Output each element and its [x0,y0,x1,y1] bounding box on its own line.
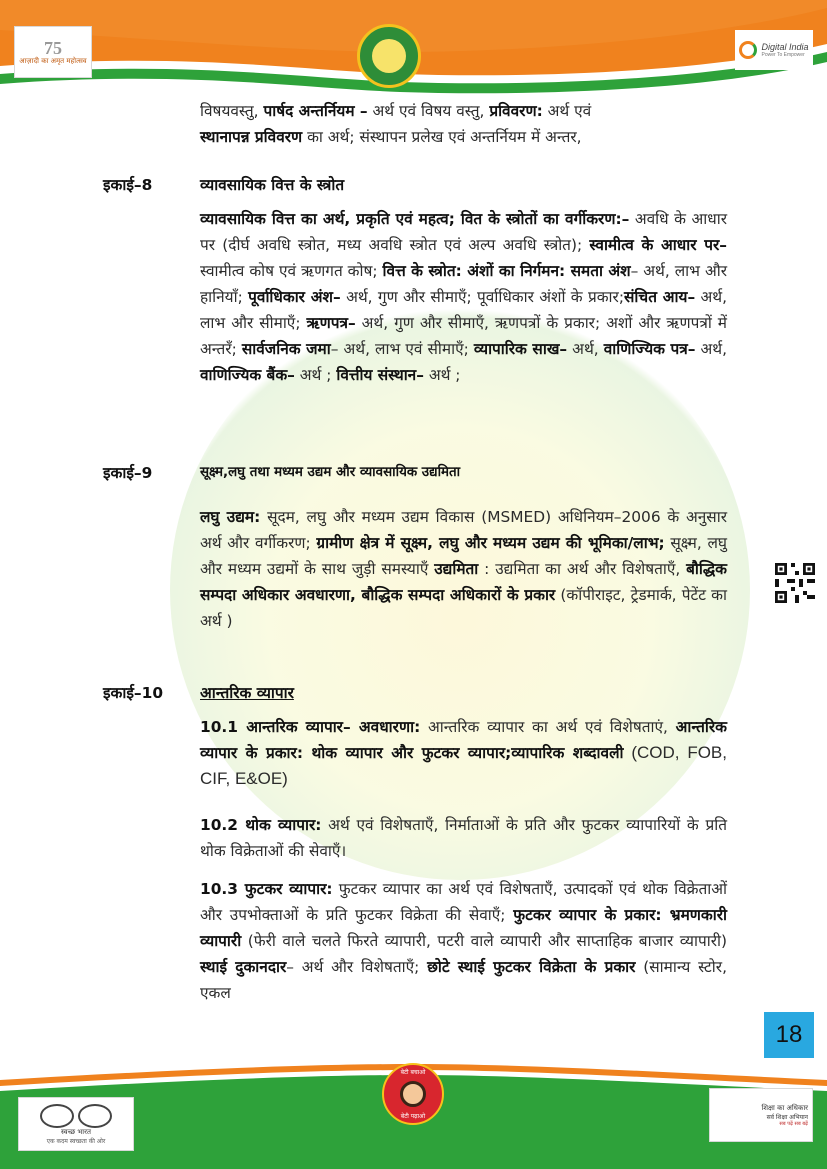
intro-paragraph: विषयवस्तु, पार्षद अन्तर्नियम – अर्थ एवं विषय वस्तु, प्रविवरण: अर्थ एवं स्थानापन्न प्रविवरण का अर्थ; संस्थापन प्रलेख एवं अन्तर्नियम में अन्तर, [200,102,592,146]
qr-code-icon[interactable] [775,563,815,603]
swachh-bharat-logo [18,1097,134,1151]
unit-10-2-paragraph: 10.2 थोक व्यापार: अर्थ एवं विशेषताएँ, निर्माताओं के प्रति और फुटकर व्यापारियों के प्रति थोक विक्रेताओं की सेवाएँ। [200,816,727,860]
unit-8-title: व्यावसायिक वित्त के स्त्रोत [200,176,345,194]
unit-10-1-paragraph: 10.1 आन्तरिक व्यापार– अवधारणा: आन्तरिक व्यापार का अर्थ एवं विशेषताएं, आन्तरिक व्यापार के प्रकार: थोक व्यापार और फुटकर व्यापार;व्यापारिक शब्दावली (COD, FOB, CIF, E&OE) [200,718,727,788]
sarva-shiksha-text: सर्व शिक्षा अभियान [766,1113,808,1121]
board-emblem [357,24,421,88]
unit-10-label: इकाई–10 [103,684,164,702]
unit-8-label: इकाई–8 [103,176,153,194]
shiksha-text: शिक्षा का अधिकार [761,1103,808,1112]
digital-india-logo [735,30,813,70]
girl-face-icon [400,1081,426,1107]
beti-padhao-text: बेटी पढ़ाओ [400,1113,426,1120]
unit-9-label: इकाई–9 [103,464,153,482]
digital-india-sub: Power To Empower [761,52,805,58]
shiksha-ka-adhikar-logo [709,1088,813,1142]
sarva-shiksha-tag: सब पढ़ें सब बढ़ें [779,1120,808,1127]
azadi-ka-amrit-mahotsav-logo: 75 आज़ादी का अमृत महोत्सव [14,26,92,78]
page-number-badge: 18 [764,1012,814,1058]
digital-india-icon [739,41,757,59]
unit-8-body: व्यावसायिक वित्त का अर्थ, प्रकृति एवं महत्व; वित के स्त्रोतों का वर्गीकरण:– अवधि के आधार पर (दीर्घ अवधि स्त्रोत, मध्य अवधि स्त्रोत एवं अल्प अवधि स्त्रोत); स्वामीत्व के आधार पर– स्वामीत्व कोष एवं ऋणगत कोष; वित्त के स्त्रोत: अंशों का निर्गमन: समता अंश– अर्थ, लाभ और हानियाँ; पूर्वाधिकार अंश– अर्थ, गुण और सीमाएँ; पूर्वाधिकार अंशों के प्रकार;संचित आय– अर्थ, लाभ और सीमाएँ; ऋणपत्र– अर्थ, गुण और सीमाएँ, ऋणपत्रों के प्रकार; अशों और ऋणपत्रों में अन्तरँ; सार्वजनिक जमा– अर्थ, लाभ एवं सीमाएँ; व्यापारिक साख– अर्थ, वाणिज्यिक पत्र– अर्थ, वाणिज्यिक बैंक– अर्थ ; वित्तीय संस्थान– अर्थ ; [200,210,727,384]
glasses-icon [40,1104,112,1128]
unit-10-title: आन्तरिक व्यापार [200,684,294,702]
beti-bachao-text: बेटी बचाओ [400,1069,426,1076]
swachh-bharat-text: स्वच्छ भारत [61,1127,91,1136]
beti-bachao-beti-padhao-logo [382,1063,444,1125]
digital-india-text: Digital India [761,42,809,52]
unit-9-body: लघु उद्यम: सूदम, लघु और मध्यम उद्यम विकास (MSMED) अधिनियम–2006 के अनुसार अर्थ और वर्गीकरण; ग्रामीण क्षेत्र में सूक्ष्म, लघु और मध्यम उद्यम की भूमिका/लाभ; सूक्ष्म, लघु और मध्यम उद्यमों के साथ जुड़ी समस्याएँ उद्यमिता : उद्यमिता का अर्थ और विशेषताएँ, बौद्धिक सम्पदा अधिकार अवधारणा, बौद्धिक सम्पदा अधिकारों के प्रकार (कॉपीराइट, ट्रेडमार्क, पेटेंट का अर्थ ) [200,508,727,630]
unit-10-3-paragraph: 10.3 फुटकर व्यापार: फुटकर व्यापार का अर्थ एवं विशेषताएँ, उत्पादकों एवं थोक विक्रेताओं और उपभोक्ताओं के प्रति फुटकर विक्रेता की सेवाएँ; फुटकर व्यापार के प्रकार: भ्रमणकारी व्यापारी (फेरी वाले चलते फिरते व्यापारी, पटरी वाले व्यापारी और साप्ताहिक बाजार व्यापारी) स्थाई दुकानदार– अर्थ और विशेषताएँ; छोटे स्थाई फुटकर विक्रेता के प्रकार (सामान्य स्टोर, एकल [200,880,727,1002]
unit-9-title: सूक्ष्म,लघु तथा मध्यम उद्यम और व्यावसायिक उद्यमिता [200,465,461,480]
swachh-bharat-sub: एक कदम स्वच्छता की ओर [46,1137,106,1145]
